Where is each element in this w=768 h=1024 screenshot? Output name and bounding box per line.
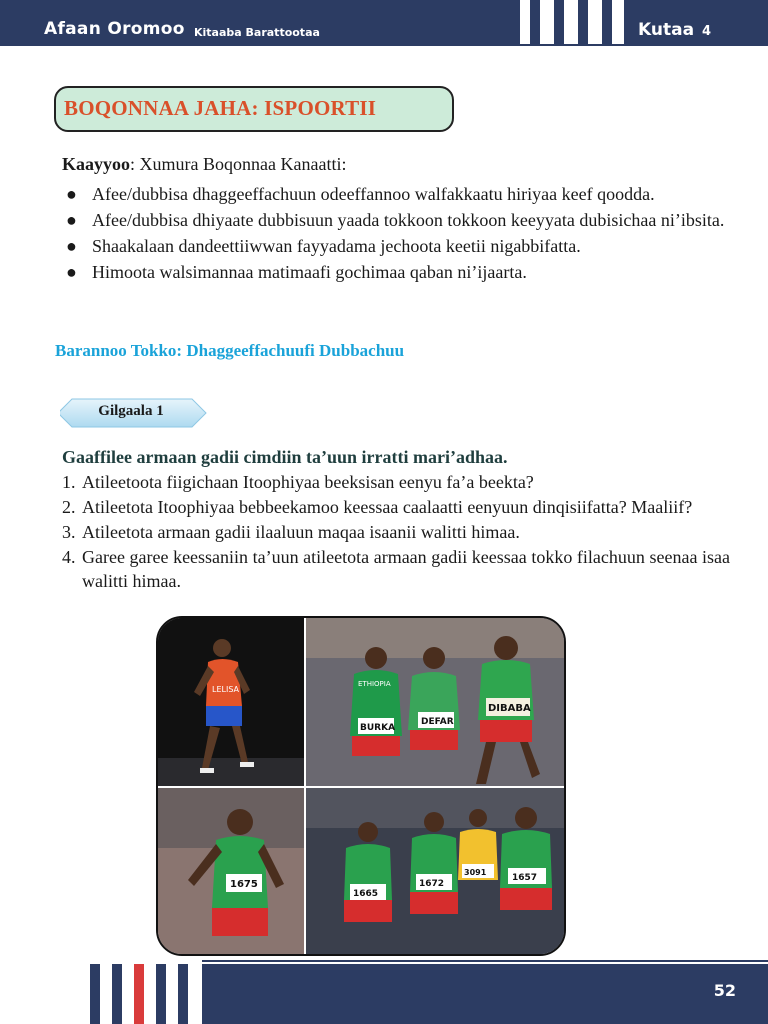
question-text: Atileetoota fiigichaan Itoophiyaa beeksisan eenyu fa’a beekta? bbox=[82, 472, 534, 492]
objective-item bbox=[62, 182, 732, 206]
question-item bbox=[62, 545, 730, 593]
photo-men-runners bbox=[306, 788, 564, 954]
footer-stripe bbox=[134, 964, 144, 1024]
question-number: 2. bbox=[62, 497, 76, 517]
footer-stripe bbox=[156, 964, 166, 1024]
bullet-icon: ● bbox=[66, 262, 77, 282]
objective-text: Himoota walsimannaa matimaafi gochimaa qaban ni’ijaarta. bbox=[92, 262, 527, 282]
footer-stripe bbox=[112, 964, 122, 1024]
objectives-intro bbox=[62, 152, 346, 176]
bib-label: LELISA bbox=[212, 685, 240, 694]
bib-label: 3091 bbox=[464, 868, 487, 877]
objective-text: Afee/dubbisa dhaggeeffachuun odeeffannoo walfakkaatu hiriyaa keef qoodda. bbox=[92, 184, 655, 204]
question-list bbox=[62, 470, 730, 594]
unit-title-box bbox=[54, 86, 454, 132]
shirt-label: ETHIOPIA bbox=[358, 680, 391, 688]
objective-text: Shaakalaan dandeettiiwwan fayyadama jechoota keetii nigabbifatta. bbox=[92, 236, 581, 256]
objectives-text: : Xumura Boqonnaa Kanaatti: bbox=[130, 154, 347, 174]
header-stripe bbox=[578, 0, 588, 44]
bullet-icon: ● bbox=[66, 236, 77, 256]
objective-item bbox=[62, 234, 732, 258]
objective-text: Afee/dubbisa dhiyaate dubbisuun yaada tokkoon tokkoon keeyyata dubisichaa ni’ibsita. bbox=[92, 210, 725, 230]
book-type: Kitaaba Barattootaa bbox=[194, 26, 320, 39]
bib-label: BURKA bbox=[360, 723, 396, 733]
subject-title: Afaan Oromoo bbox=[44, 19, 185, 39]
section-title: Barannoo Tokko: Dhaggeeffachuufi Dubbachuu bbox=[55, 341, 405, 360]
header-stripe bbox=[530, 0, 540, 44]
bullet-icon: ● bbox=[66, 184, 77, 204]
unit-title: BOQONNAA JAHA: ISPOORTII bbox=[64, 96, 377, 120]
bib-label: 1657 bbox=[512, 873, 538, 883]
page-number: 52 bbox=[713, 981, 736, 1000]
bib-label: 1672 bbox=[419, 879, 445, 889]
question-item bbox=[62, 495, 730, 519]
photo-runner-1675 bbox=[158, 788, 304, 954]
header-rule bbox=[0, 44, 768, 46]
photo-women-runners bbox=[306, 618, 564, 786]
objective-item bbox=[62, 260, 732, 284]
objective-item bbox=[62, 208, 732, 232]
bullet-icon: ● bbox=[66, 210, 77, 230]
grade-number: 4 bbox=[702, 24, 712, 39]
exercise-label-badge bbox=[60, 398, 210, 428]
athletes-photo-collage bbox=[156, 616, 566, 956]
question-number: 1. bbox=[62, 472, 76, 492]
question-number: 4. bbox=[62, 547, 76, 567]
bib-label: 1665 bbox=[353, 889, 379, 899]
bib-label: DIBABA bbox=[488, 703, 531, 714]
instruction: Gaaffilee armaan gadii cimdiin ta’uun irratti mari’adhaa. bbox=[62, 447, 508, 467]
question-text: Garee garee keessaniin ta’uun atileetota armaan gadii keessaa tokko filachuun seenaa isaa walitti himaa. bbox=[82, 547, 730, 591]
bib-label: 1675 bbox=[230, 879, 258, 890]
header-stripe bbox=[602, 0, 612, 44]
bib-label: DEFAR bbox=[421, 717, 454, 727]
header-title-bar bbox=[0, 0, 520, 44]
header-stripe bbox=[554, 0, 564, 44]
objectives-label: Kaayyoo bbox=[62, 154, 131, 174]
photo-runner-lelisa bbox=[158, 618, 304, 786]
collage-divider bbox=[158, 786, 564, 788]
question-text: Atileetota armaan gadii ilaaluun maqaa isaanii walitti himaa. bbox=[82, 522, 520, 542]
footer-stripe bbox=[90, 964, 100, 1024]
header-grade-box bbox=[624, 0, 768, 44]
question-number: 3. bbox=[62, 522, 76, 542]
footer-bar bbox=[202, 964, 768, 1024]
question-item bbox=[62, 470, 730, 494]
question-item bbox=[62, 520, 730, 544]
exercise-label: Gilgaala 1 bbox=[98, 403, 164, 419]
grade-label: Kutaa bbox=[638, 20, 695, 40]
footer-rule bbox=[202, 960, 768, 962]
footer-stripe bbox=[178, 964, 188, 1024]
question-text: Atileetota Itoophiyaa bebbeekamoo keessaa caalaatti eenyuun dinqisiifatta? Maaliif? bbox=[82, 497, 693, 517]
objectives-list bbox=[62, 182, 732, 286]
